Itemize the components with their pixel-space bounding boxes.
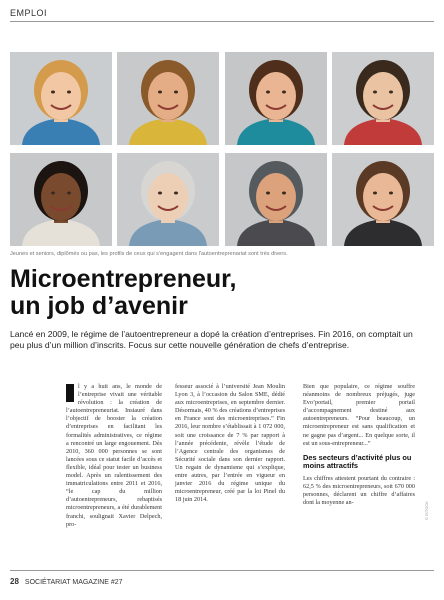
column-3-text-b: Les chiffres attestent pourtant du contraire : 62,5 % des microentrepreneurs, soit 670 000 personnes, déclarent un chiffre d’affaires dont la moyenne an- — [303, 474, 415, 507]
column-2-text: fesseur associé à l’université Jean Moulin Lyon 3, à l’occasion du Salon SME, dédié aux microentreprises, en septembre dernier. Désormais, 40 % des créations d’entreprises en France sont des microentreprises.” Fin 2016, leur nombre s’établissait à 1 072 000, soit une croissance de 7 % par rapport à l’année précédente, révèle l’étude de l’Agence centrale des organismes de Sécurité sociale dans son dernier rapport. Un regain de dynamisme qui s’explique, entre autres, par l’entrée en vigueur en janvier 2016 du régime unique du microentrepreneur, créé par la loi Pinel du 18 juin 2014. — [175, 383, 285, 504]
headline-line-2: un job d’avenir — [10, 292, 188, 320]
top-divider — [10, 21, 434, 22]
column-1-text: l y a huit ans, le monde de l’entreprise vivait une véritable révolution : la création de l’autoentrepreneuriat. Instauré dans l’objectif de booster la création d’entreprises en facilitant les formalités administratives, ce régime a rencontré un large engouement. Dès 2010, 360 000 personnes se sont lancées sous ce statut facile d’accès et flexible, idéal pour tester un business model. Après un ralentissement des immatriculations entre 2011 et 2016, “le cap du million d’autoentrepreneurs, rebaptisés microentrepreneurs, a été durablement franchi, soulignait Xavier Delpech, pro- — [66, 383, 162, 528]
portrait-photo-man-glasses-beard — [117, 52, 219, 145]
portrait-photo-man-dreadlocks — [10, 153, 112, 246]
page-number: 28 — [10, 577, 19, 586]
portrait-photo-woman-smiling — [10, 52, 112, 145]
portrait-photo-woman-laughing — [225, 52, 327, 145]
portrait-photo-woman-long-hair — [332, 153, 434, 246]
portrait-photo-older-woman-glasses — [117, 153, 219, 246]
article-column-2 — [175, 383, 285, 504]
portrait-photo-man-laughing-glasses — [332, 52, 434, 145]
article-column-3 — [303, 383, 415, 507]
portrait-photo-older-man-smiling — [225, 153, 327, 246]
page-footer — [10, 577, 123, 586]
article-headline — [10, 266, 430, 320]
photo-caption: Jeunes et seniors, diplômés ou pas, les profils de ceux qui s'engagent dans l'autoentreprenariat sont très divers. — [10, 251, 288, 257]
article-lead: Lancé en 2009, le régime de l’autoentrepreneur a dopé la création d’entreprises. Fin 2016, on comptait un peu plus d’un million d’inscrits. Focus sur cette nouvelle génération de chefs d’entreprise. — [10, 329, 413, 350]
column-3-text-a: Bien que populaire, ce régime souffre néanmoins de nombreux préjugés, juge Evo’portail, premier portail d’accompagnement destiné aux autoentrepreneurs. “Pour beaucoup, un microentrepreneur est sans qualification et ne gagne pas d’argent... En quelque sorte, il est un sous-entrepreneur...” — [303, 383, 415, 447]
drop-cap — [66, 384, 74, 402]
photo-credit: © ISTOCK — [424, 501, 429, 520]
section-subheading: Des secteurs d’activité plus ou moins attractifs — [303, 452, 412, 471]
magazine-name: SOCIÉTARIAT MAGAZINE #27 — [24, 579, 123, 586]
headline-line-1: Microentrepreneur, — [10, 265, 237, 293]
portrait-grid — [10, 52, 434, 246]
article-column-1 — [66, 383, 162, 529]
footer-divider — [10, 570, 434, 571]
section-label: EMPLOI — [10, 8, 48, 18]
